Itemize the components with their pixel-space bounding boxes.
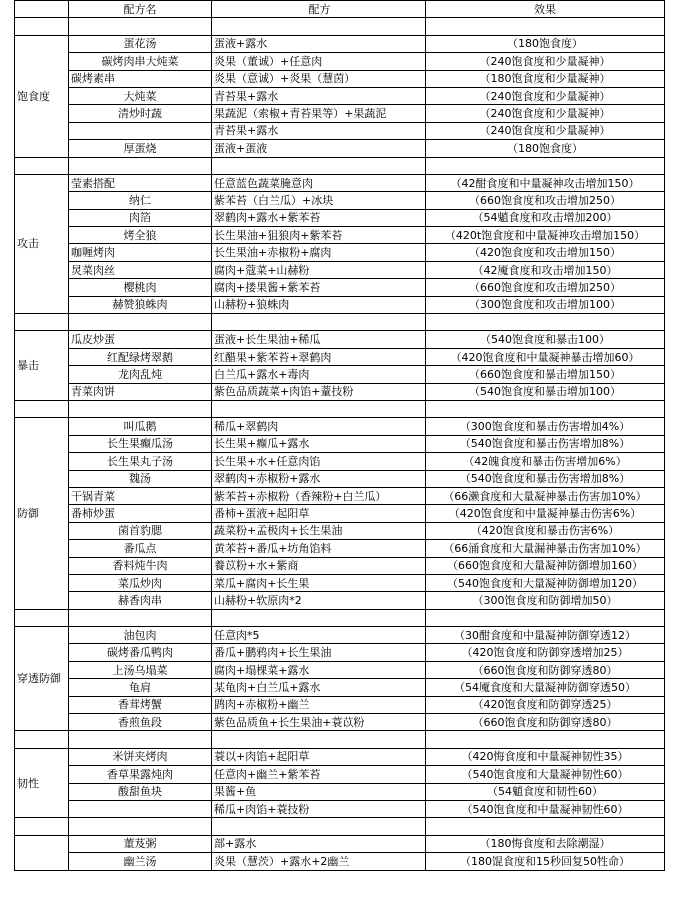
- table-row: [15, 766, 665, 783]
- recipe-effect-cell: （54魈食度和韧性60）: [426, 783, 665, 800]
- category-cell: [15, 835, 69, 870]
- table-row: [15, 174, 665, 191]
- category-cell: 攻击: [15, 174, 69, 313]
- recipe-name-cell: 纳仁: [69, 192, 212, 209]
- recipe-name-cell: 蛋花汤: [69, 35, 212, 52]
- table-body: [15, 1, 665, 871]
- header-category-cell: [15, 1, 69, 18]
- gap-cell: [426, 818, 665, 835]
- gap-cell: [15, 731, 69, 748]
- gap-cell: [69, 818, 212, 835]
- recipe-name-cell: 大炖菜: [69, 87, 212, 104]
- recipe-name-cell: 干锅青菜: [69, 487, 212, 504]
- recipe-effect-cell: （420饱食度和攻击增加150）: [426, 244, 665, 261]
- table-row: [15, 505, 665, 522]
- recipe-effect-cell: （240饱食度和少量凝神）: [426, 53, 665, 70]
- recipe-ingredients-cell: 番柿+蛋液+起阳草: [212, 505, 426, 522]
- recipe-effect-cell: （420t饱食度和中量凝神攻击增加150）: [426, 227, 665, 244]
- header-name-cell: 配方名: [69, 1, 212, 18]
- table-row: [15, 714, 665, 731]
- recipe-effect-cell: （54魈食度和攻击增加200）: [426, 209, 665, 226]
- recipe-ingredients-cell: 长生果+癫瓜+露水: [212, 435, 426, 452]
- gap-cell: [15, 818, 69, 835]
- recipe-ingredients-cell: 某龟肉+白兰瓜+露水: [212, 679, 426, 696]
- recipe-name-cell: 香茸烤蟹: [69, 696, 212, 713]
- recipe-ingredients-cell: 紫苯苔（白兰瓜）+冰块: [212, 192, 426, 209]
- gap-cell: [69, 18, 212, 35]
- recipe-effect-cell: （540饱食度和暴击增加100）: [426, 383, 665, 400]
- recipe-ingredients-cell: 果酱+鱼: [212, 783, 426, 800]
- recipe-name-cell: 菌首豹腮: [69, 522, 212, 539]
- gap-cell: [212, 314, 426, 331]
- table-row: [15, 35, 665, 52]
- recipe-effect-cell: （660饱食度和攻击增加250）: [426, 192, 665, 209]
- gap-cell: [69, 609, 212, 626]
- recipe-name-cell: 幽兰汤: [69, 853, 212, 870]
- table-row: [15, 487, 665, 504]
- recipe-ingredients-cell: 蔬菜粉+孟极肉+长生果油: [212, 522, 426, 539]
- recipe-name-cell: 香煎鱼段: [69, 714, 212, 731]
- recipe-name-cell: 炅菜肉丝: [69, 261, 212, 278]
- recipe-ingredients-cell: 黄苯苔+番瓜+坊角馅料: [212, 540, 426, 557]
- recipe-ingredients-cell: 養苡粉+水+紫商: [212, 557, 426, 574]
- recipe-ingredients-cell: 果蔬泥（索椒+青苔果等）+果蔬泥: [212, 105, 426, 122]
- table-row: [15, 122, 665, 139]
- recipe-name-cell: 赫香肉串: [69, 592, 212, 609]
- recipe-ingredients-cell: 紫色品质鱼+长生果油+蓑苡粉: [212, 714, 426, 731]
- table-row: [15, 453, 665, 470]
- recipe-effect-cell: （300饱食度和暴击伤害增加4%）: [426, 418, 665, 435]
- recipe-effect-cell: （660饱食度和防御穿透80）: [426, 661, 665, 678]
- recipe-name-cell: 菜瓜炒肉: [69, 574, 212, 591]
- table-row: [15, 87, 665, 104]
- recipe-effect-cell: （540饱食度和暴击伤害增加8%）: [426, 435, 665, 452]
- recipe-effect-cell: （540饱食度和大量凝神韧性60）: [426, 766, 665, 783]
- section-gap-row: [15, 818, 665, 835]
- recipe-ingredients-cell: 翠鹤肉+赤椒粉+露水: [212, 470, 426, 487]
- gap-cell: [69, 400, 212, 417]
- recipe-ingredients-cell: 山赫粉+软原肉*2: [212, 592, 426, 609]
- section-gap-row: [15, 18, 665, 35]
- recipe-ingredients-cell: 翠鹤肉+露水+紫苯苔: [212, 209, 426, 226]
- recipe-ingredients-cell: 部+露水: [212, 835, 426, 852]
- gap-cell: [212, 818, 426, 835]
- table-row: [15, 227, 665, 244]
- gap-cell: [15, 609, 69, 626]
- section-gap-row: [15, 314, 665, 331]
- header-effect-cell: 效果: [426, 1, 665, 18]
- table-row: [15, 331, 665, 348]
- recipe-effect-cell: （42魄食度和暴击伤害增加6%）: [426, 453, 665, 470]
- recipe-ingredients-cell: 稀瓜+翠鹤肉: [212, 418, 426, 435]
- recipe-name-cell: 碳烤肉串大炖菜: [69, 53, 212, 70]
- table-row: [15, 627, 665, 644]
- table-row: [15, 244, 665, 261]
- category-cell: 防御: [15, 418, 69, 609]
- recipe-effect-cell: （240饱食度和少量凝神）: [426, 105, 665, 122]
- recipe-name-cell: 厚蛋烧: [69, 140, 212, 157]
- recipe-effect-cell: （66涌食度和大量漏神暴击伤害加10%）: [426, 540, 665, 557]
- recipe-name-cell: 香料炖牛肉: [69, 557, 212, 574]
- table-row: [15, 261, 665, 278]
- table-row: [15, 383, 665, 400]
- table-row: [15, 470, 665, 487]
- table-row: [15, 70, 665, 87]
- recipe-name-cell: 碳烤番瓜鸭肉: [69, 644, 212, 661]
- section-gap-row: [15, 400, 665, 417]
- gap-cell: [426, 609, 665, 626]
- recipe-effect-cell: （240饱食度和少量凝神）: [426, 122, 665, 139]
- gap-cell: [212, 609, 426, 626]
- table-row: [15, 209, 665, 226]
- gap-cell: [69, 157, 212, 174]
- recipe-ingredients-cell: 长生果油+狙狼肉+紫苯苔: [212, 227, 426, 244]
- recipe-name-cell: 樱桃肉: [69, 279, 212, 296]
- recipe-effect-cell: （240饱食度和少量凝神）: [426, 87, 665, 104]
- gap-cell: [15, 157, 69, 174]
- recipe-ingredients-cell: 腐肉+搂果酱+紫苯苔: [212, 279, 426, 296]
- table-row: [15, 435, 665, 452]
- recipe-ingredients-cell: 菜瓜+腐肉+长生果: [212, 574, 426, 591]
- recipe-name-cell: 烤全狼: [69, 227, 212, 244]
- recipe-name-cell: 番柿炒蛋: [69, 505, 212, 522]
- recipe-ingredients-cell: 炎果（慧茨）+露水+2幽兰: [212, 853, 426, 870]
- table-row: [15, 679, 665, 696]
- table-row: [15, 348, 665, 365]
- recipe-name-cell: 上汤乌塌菜: [69, 661, 212, 678]
- gap-cell: [212, 157, 426, 174]
- gap-cell: [69, 314, 212, 331]
- table-row: [15, 800, 665, 817]
- recipe-name-cell: 龟肩: [69, 679, 212, 696]
- recipe-ingredients-cell: 任意肉+幽兰+紫苯苔: [212, 766, 426, 783]
- header-recipe-cell: 配方: [212, 1, 426, 18]
- table-row: [15, 366, 665, 383]
- recipe-effect-cell: （66濑食度和大量凝神暴击伤害加10%）: [426, 487, 665, 504]
- category-cell: 饱食度: [15, 35, 69, 157]
- table-row: [15, 748, 665, 765]
- recipe-name-cell: 红配绿烤翠鹅: [69, 348, 212, 365]
- gap-cell: [15, 400, 69, 417]
- recipe-effect-cell: （180馄食度和15秒回复50牲命）: [426, 853, 665, 870]
- gap-cell: [426, 314, 665, 331]
- recipe-effect-cell: （540饱食度和中量凝神韧性60）: [426, 800, 665, 817]
- recipe-name-cell: 咖喱烤肉: [69, 244, 212, 261]
- recipe-effect-cell: （180饱食度和少量凝神）: [426, 70, 665, 87]
- recipe-ingredients-cell: 紫苯苔+赤椒粉（香辣粉+白兰瓜）: [212, 487, 426, 504]
- recipe-effect-cell: （660饱食度和攻击增加250）: [426, 279, 665, 296]
- table-row: [15, 140, 665, 157]
- recipe-effect-cell: （420饱食度和防御穿透25）: [426, 696, 665, 713]
- recipe-ingredients-cell: 紫色品质蔬菜+肉馅+蕫技粉: [212, 383, 426, 400]
- recipe-effect-cell: （420饱食度和中量凝神暴击伤害6%）: [426, 505, 665, 522]
- recipe-ingredients-cell: 蛋液+露水: [212, 35, 426, 52]
- recipe-ingredients-cell: 长生果油+赤椒粉+腐肉: [212, 244, 426, 261]
- recipe-ingredients-cell: 腐肉+蔻菜+山赫粉: [212, 261, 426, 278]
- recipe-effect-cell: （540饱食度和大量凝神防御增加120）: [426, 574, 665, 591]
- recipe-name-cell: 董芨粥: [69, 835, 212, 852]
- recipe-ingredients-cell: 鹍肉+赤椒粉+幽兰: [212, 696, 426, 713]
- recipe-ingredients-cell: 红醋果+紫苯苔+翠鹤肉: [212, 348, 426, 365]
- table-row: [15, 296, 665, 313]
- recipe-name-cell: [69, 800, 212, 817]
- category-cell: 暴击: [15, 331, 69, 401]
- section-gap-row: [15, 609, 665, 626]
- recipe-name-cell: 青菜肉饼: [69, 383, 212, 400]
- gap-cell: [426, 400, 665, 417]
- recipe-effect-cell: （300饱食度和攻击增加100）: [426, 296, 665, 313]
- recipe-ingredients-cell: 炎果（意诚）+炎果（慧茵）: [212, 70, 426, 87]
- header-row: [15, 1, 665, 18]
- recipe-effect-cell: （420悔食度和中量凝神韧性35）: [426, 748, 665, 765]
- recipe-name-cell: 番瓜点: [69, 540, 212, 557]
- recipe-name-cell: 莹素搭配: [69, 174, 212, 191]
- recipe-effect-cell: （420饱食度和中量凝神暴击增加60）: [426, 348, 665, 365]
- table-row: [15, 105, 665, 122]
- gap-cell: [212, 18, 426, 35]
- recipe-effect-cell: （180悔食度和去除潮湿）: [426, 835, 665, 852]
- category-cell: 韧性: [15, 748, 69, 818]
- recipe-name-cell: 龙肉乱炖: [69, 366, 212, 383]
- recipe-effect-cell: （54魇食度和大量凝神防御穿透50）: [426, 679, 665, 696]
- recipe-ingredients-cell: 腐肉+塌棵菜+露水: [212, 661, 426, 678]
- table-row: [15, 592, 665, 609]
- table-row: [15, 279, 665, 296]
- recipe-name-cell: 米饼夹烤肉: [69, 748, 212, 765]
- section-gap-row: [15, 157, 665, 174]
- recipe-ingredients-cell: 炎果（董诚）+任意肉: [212, 53, 426, 70]
- gap-cell: [426, 18, 665, 35]
- recipe-name-cell: 油包肉: [69, 627, 212, 644]
- recipe-ingredients-cell: 白兰瓜+露水+毒肉: [212, 366, 426, 383]
- recipe-effect-cell: （180饱食度）: [426, 140, 665, 157]
- recipe-ingredients-cell: 青苔果+露水: [212, 87, 426, 104]
- recipe-ingredients-cell: 稀瓜+肉馅+蓑技粉: [212, 800, 426, 817]
- recipe-name-cell: 魏汤: [69, 470, 212, 487]
- recipe-name-cell: 香草果露炖肉: [69, 766, 212, 783]
- gap-cell: [15, 314, 69, 331]
- table-row: [15, 192, 665, 209]
- recipe-ingredients-cell: 任意蓝色蔬菜腌意肉: [212, 174, 426, 191]
- recipe-effect-cell: （540饱食度和暴击伤害增加8%）: [426, 470, 665, 487]
- recipe-name-cell: [69, 122, 212, 139]
- table-row: [15, 557, 665, 574]
- recipe-name-cell: 酸甜鱼块: [69, 783, 212, 800]
- gap-cell: [212, 731, 426, 748]
- recipe-name-cell: 长生果癫瓜汤: [69, 435, 212, 452]
- recipe-effect-cell: （420饱食度和暴击伤害6%）: [426, 522, 665, 539]
- gap-cell: [15, 18, 69, 35]
- recipe-ingredients-cell: 番瓜+鹏鸦肉+长生果油: [212, 644, 426, 661]
- recipe-name-cell: 瓜皮炒蛋: [69, 331, 212, 348]
- recipe-effect-cell: （180饱食度）: [426, 35, 665, 52]
- table-row: [15, 540, 665, 557]
- recipe-name-cell: 清炒时蔬: [69, 105, 212, 122]
- recipe-effect-cell: （42魇食度和攻击增加150）: [426, 261, 665, 278]
- recipe-table: [14, 0, 665, 871]
- recipe-name-cell: 长生果丸子汤: [69, 453, 212, 470]
- recipe-ingredients-cell: 蛋液+长生果油+稀瓜: [212, 331, 426, 348]
- recipe-ingredients-cell: 蛋液+蛋液: [212, 140, 426, 157]
- recipe-name-cell: 赫赞狼蛛肉: [69, 296, 212, 313]
- recipe-ingredients-cell: 蓑以+肉馅+起阳草: [212, 748, 426, 765]
- recipe-ingredients-cell: 山赫粉+狼蛛肉: [212, 296, 426, 313]
- category-cell: 穿透防御: [15, 627, 69, 731]
- gap-cell: [426, 157, 665, 174]
- recipe-ingredients-cell: 任意肉*5: [212, 627, 426, 644]
- table-row: [15, 783, 665, 800]
- recipe-effect-cell: （42酣食度和中量凝神攻击增加150）: [426, 174, 665, 191]
- table-row: [15, 418, 665, 435]
- recipe-effect-cell: （300饱食度和防御增加50）: [426, 592, 665, 609]
- recipe-effect-cell: （30酣食度和中量凝神防御穿透12）: [426, 627, 665, 644]
- recipe-name-cell: 碳烤素串: [69, 70, 212, 87]
- table-row: [15, 835, 665, 852]
- gap-cell: [426, 731, 665, 748]
- recipe-effect-cell: （660饱食度和大量凝神防御增加160）: [426, 557, 665, 574]
- recipe-name-cell: 肉箔: [69, 209, 212, 226]
- table-row: [15, 53, 665, 70]
- recipe-effect-cell: （420饱食度和防御穿透增加25）: [426, 644, 665, 661]
- recipe-ingredients-cell: 青苔果+露水: [212, 122, 426, 139]
- table-row: [15, 644, 665, 661]
- recipe-ingredients-cell: 长生果+水+任意肉馅: [212, 453, 426, 470]
- table-row: [15, 853, 665, 870]
- recipe-name-cell: 叫瓜鹅: [69, 418, 212, 435]
- table-row: [15, 696, 665, 713]
- table-row: [15, 661, 665, 678]
- recipe-effect-cell: （660饱食度和暴击增加150）: [426, 366, 665, 383]
- gap-cell: [212, 400, 426, 417]
- table-row: [15, 522, 665, 539]
- gap-cell: [69, 731, 212, 748]
- section-gap-row: [15, 731, 665, 748]
- recipe-effect-cell: （540饱食度和暴击100）: [426, 331, 665, 348]
- table-row: [15, 574, 665, 591]
- recipe-effect-cell: （660饱食度和防御穿透80）: [426, 714, 665, 731]
